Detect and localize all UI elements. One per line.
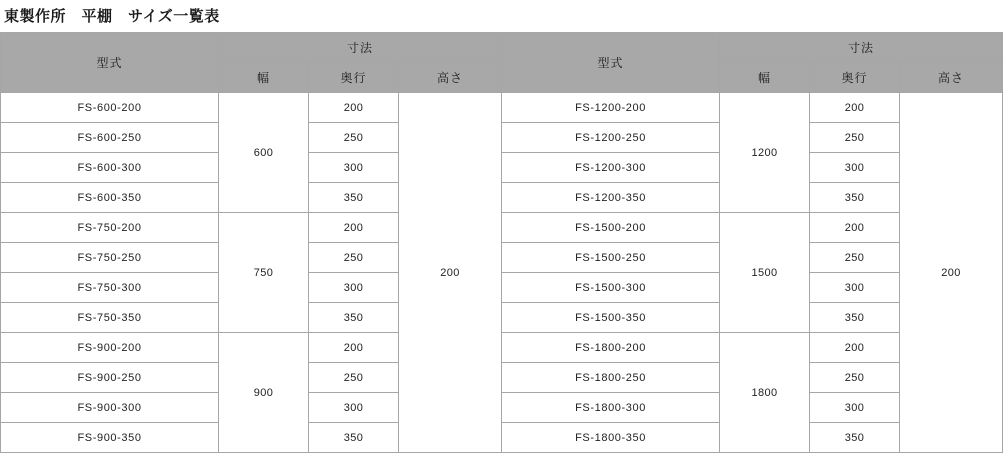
table-row xyxy=(1,303,1003,333)
cell-height-left: 200 xyxy=(399,93,502,453)
table-row xyxy=(1,393,1003,423)
table-row xyxy=(1,123,1003,153)
cell-depth-left: 350 xyxy=(309,183,399,213)
cell-model-right: FS-1500-350 xyxy=(502,303,720,333)
cell-depth-right: 250 xyxy=(810,363,900,393)
cell-depth-right: 200 xyxy=(810,333,900,363)
cell-model-left: FS-900-200 xyxy=(1,333,219,363)
table-row xyxy=(1,183,1003,213)
cell-depth-left: 250 xyxy=(309,123,399,153)
table-row xyxy=(1,333,1003,363)
header-dimension-left: 寸法 xyxy=(219,33,502,63)
header-height-left: 高さ xyxy=(399,63,502,93)
cell-depth-right: 200 xyxy=(810,93,900,123)
header-height-right: 高さ xyxy=(900,63,1003,93)
header-width-right: 幅 xyxy=(720,63,810,93)
cell-width-right: 1800 xyxy=(720,333,810,453)
table-row xyxy=(1,153,1003,183)
table-row xyxy=(1,273,1003,303)
cell-model-right: FS-1800-200 xyxy=(502,333,720,363)
header-model-right: 型式 xyxy=(502,33,720,93)
cell-model-left: FS-750-200 xyxy=(1,213,219,243)
cell-model-left: FS-600-350 xyxy=(1,183,219,213)
cell-model-left: FS-900-300 xyxy=(1,393,219,423)
cell-model-right: FS-1500-200 xyxy=(502,213,720,243)
cell-model-left: FS-600-200 xyxy=(1,93,219,123)
table-row xyxy=(1,363,1003,393)
header-model-left: 型式 xyxy=(1,33,219,93)
cell-depth-left: 250 xyxy=(309,363,399,393)
table-row xyxy=(1,213,1003,243)
cell-model-right: FS-1800-300 xyxy=(502,393,720,423)
cell-depth-right: 300 xyxy=(810,153,900,183)
cell-depth-right: 200 xyxy=(810,213,900,243)
table-row xyxy=(1,93,1003,123)
cell-model-right: FS-1200-200 xyxy=(502,93,720,123)
cell-width-left: 900 xyxy=(219,333,309,453)
cell-model-left: FS-900-250 xyxy=(1,363,219,393)
cell-depth-left: 300 xyxy=(309,273,399,303)
cell-depth-right: 300 xyxy=(810,273,900,303)
cell-depth-right: 300 xyxy=(810,393,900,423)
cell-height-right: 200 xyxy=(900,93,1003,453)
cell-model-right: FS-1800-350 xyxy=(502,423,720,453)
cell-model-left: FS-750-350 xyxy=(1,303,219,333)
header-width-left: 幅 xyxy=(219,63,309,93)
cell-depth-left: 300 xyxy=(309,153,399,183)
cell-depth-right: 250 xyxy=(810,123,900,153)
cell-model-right: FS-1500-250 xyxy=(502,243,720,273)
cell-depth-right: 350 xyxy=(810,183,900,213)
cell-depth-right: 350 xyxy=(810,303,900,333)
table-head xyxy=(1,33,1003,93)
cell-depth-left: 350 xyxy=(309,423,399,453)
table-body xyxy=(1,93,1003,453)
cell-width-left: 750 xyxy=(219,213,309,333)
cell-depth-left: 250 xyxy=(309,243,399,273)
header-row-top xyxy=(1,33,1003,63)
cell-model-left: FS-900-350 xyxy=(1,423,219,453)
cell-model-right: FS-1200-250 xyxy=(502,123,720,153)
header-depth-right: 奥行 xyxy=(810,63,900,93)
cell-model-left: FS-600-250 xyxy=(1,123,219,153)
cell-width-right: 1500 xyxy=(720,213,810,333)
cell-model-left: FS-750-250 xyxy=(1,243,219,273)
cell-depth-left: 200 xyxy=(309,213,399,243)
cell-model-right: FS-1800-250 xyxy=(502,363,720,393)
cell-model-left: FS-600-300 xyxy=(1,153,219,183)
cell-width-right: 1200 xyxy=(720,93,810,213)
cell-depth-right: 350 xyxy=(810,423,900,453)
cell-model-right: FS-1200-350 xyxy=(502,183,720,213)
size-table xyxy=(0,32,1003,453)
cell-width-left: 600 xyxy=(219,93,309,213)
cell-model-right: FS-1200-300 xyxy=(502,153,720,183)
table-row xyxy=(1,423,1003,453)
table-row xyxy=(1,243,1003,273)
cell-depth-left: 200 xyxy=(309,93,399,123)
cell-model-right: FS-1500-300 xyxy=(502,273,720,303)
cell-depth-left: 200 xyxy=(309,333,399,363)
cell-depth-left: 350 xyxy=(309,303,399,333)
cell-depth-left: 300 xyxy=(309,393,399,423)
header-depth-left: 奥行 xyxy=(309,63,399,93)
page-title: 東製作所 平棚 サイズ一覧表 xyxy=(4,8,220,25)
header-dimension-right: 寸法 xyxy=(720,33,1003,63)
cell-model-left: FS-750-300 xyxy=(1,273,219,303)
cell-depth-right: 250 xyxy=(810,243,900,273)
